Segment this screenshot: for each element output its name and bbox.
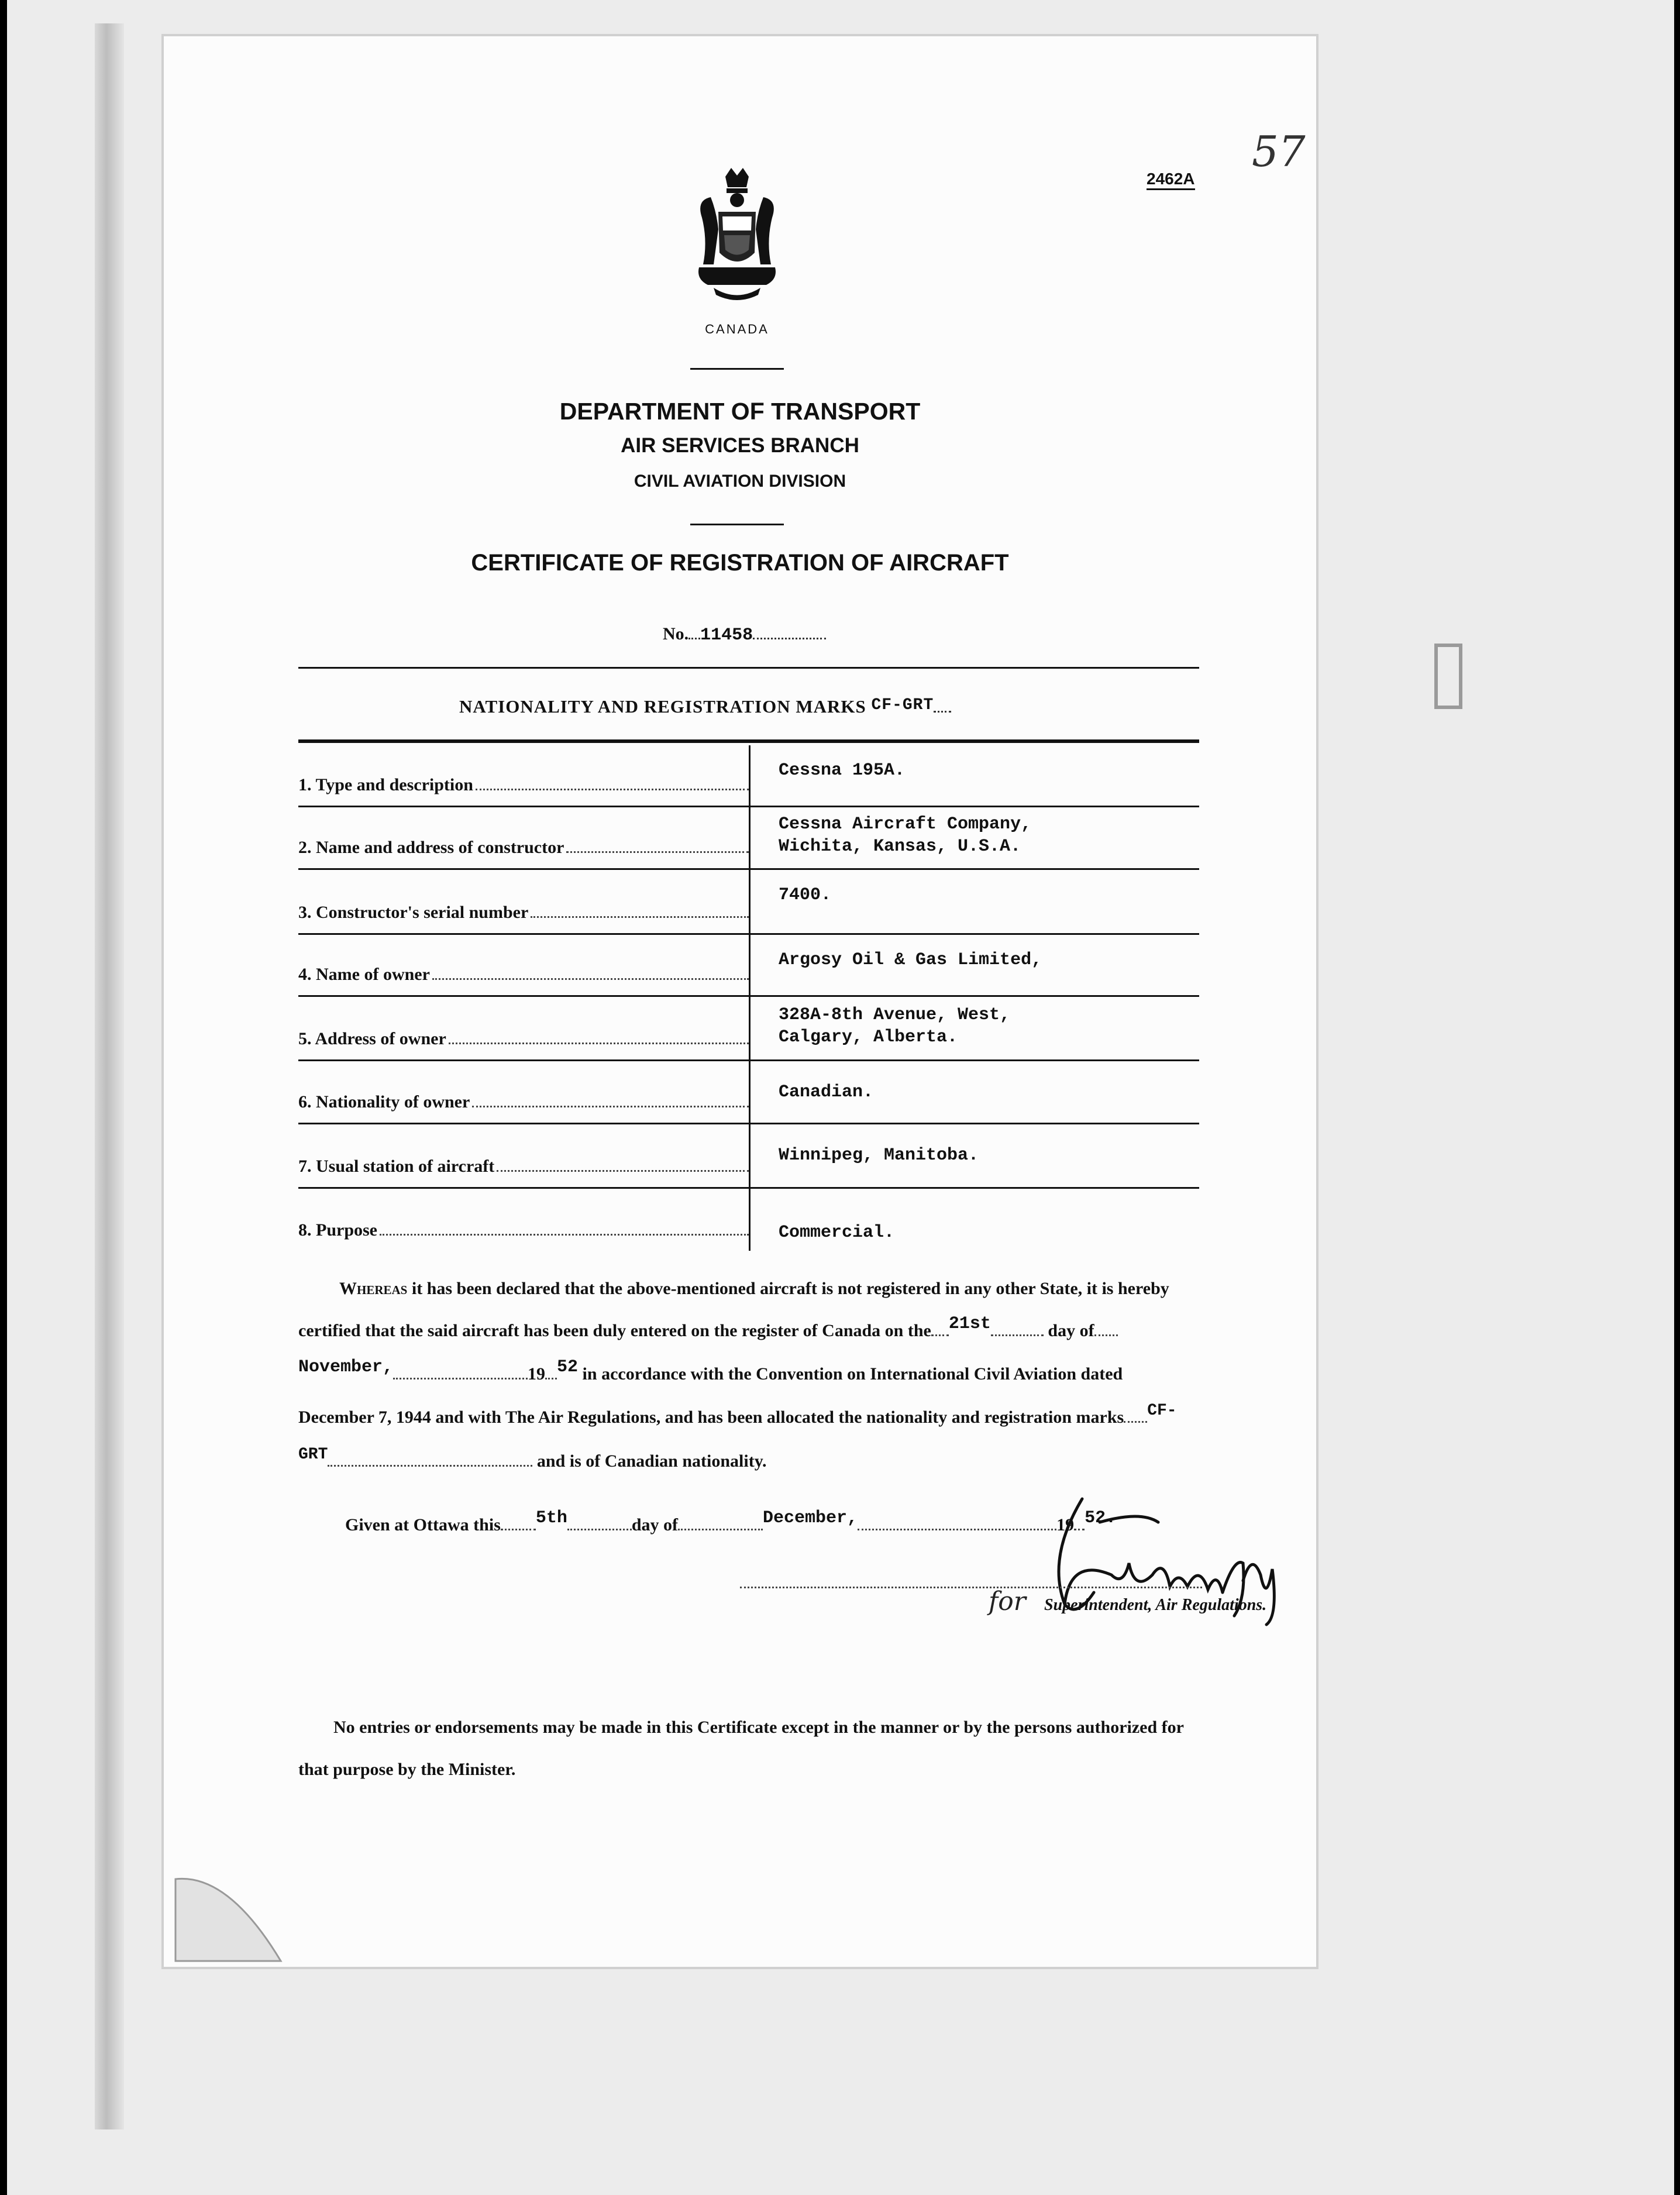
entry-day: 21st (948, 1314, 991, 1334)
divider (298, 739, 1199, 743)
certificate-number-value: 11458 (700, 625, 753, 645)
row-value: 7400. (749, 870, 1199, 933)
registration-marks-label: NATIONALITY AND REGISTRATION MARKS (459, 696, 866, 717)
row-value: Cessna Aircraft Company, Wichita, Kansas, U.S.A. (749, 807, 1199, 868)
divider (298, 667, 1199, 669)
given-text: day of (631, 1515, 679, 1535)
divider (690, 524, 784, 525)
row-value: Argosy Oil & Gas Limited, (749, 935, 1199, 995)
for-mark: for (989, 1587, 1026, 1616)
table-row (298, 1061, 1199, 1124)
handwritten-page-number: 57 (1252, 127, 1306, 176)
registration-marks-line (459, 696, 951, 718)
crop-mark (1434, 644, 1462, 709)
form-number: 2462A (1147, 170, 1195, 190)
entry-month: November, (298, 1357, 394, 1377)
table-row (298, 807, 1199, 870)
divider (690, 368, 784, 370)
table-row (298, 1189, 1199, 1251)
table-row (298, 935, 1199, 997)
certificate-number-label: No. (663, 624, 689, 644)
table-row (298, 997, 1199, 1061)
given-year: 52. (1085, 1508, 1117, 1528)
given-day: 5th (535, 1508, 567, 1528)
table-row (298, 745, 1199, 807)
certification-paragraph (298, 1268, 1199, 1484)
row-label: 7. Usual station of aircraft (298, 1157, 495, 1176)
endorsement-notice: No entries or endorsements may be made in this Certificate except in the manner or by the persons authorized for that purpose by the Minister. (298, 1718, 1184, 1779)
paragraph-text: 19 (528, 1364, 546, 1384)
row-value: Commercial. (749, 1189, 1199, 1251)
division-title: CIVIL AVIATION DIVISION (634, 472, 846, 491)
row-value: Cessna 195A. (749, 745, 1199, 806)
table-row (298, 870, 1199, 935)
page-curl (170, 1867, 287, 1967)
paragraph-text: and is of Canadian nationality. (536, 1451, 767, 1471)
row-label: 4. Name of owner (298, 965, 430, 984)
paragraph-text: day of (1048, 1321, 1094, 1340)
allocated-marks: CF-GRT (298, 1402, 1177, 1464)
certificate-title: CERTIFICATE OF REGISTRATION OF AIRCRAFT (471, 550, 1009, 576)
row-label: 8. Purpose (298, 1220, 377, 1240)
signatory-title: Superintendent, Air Regulations. (1044, 1596, 1267, 1614)
given-text: 19 (1056, 1515, 1075, 1535)
row-label: 1. Type and description (298, 775, 473, 794)
row-label: 2. Name and address of constructor (298, 838, 564, 857)
certificate-number-line (663, 624, 826, 645)
crest-label: CANADA (705, 322, 769, 336)
certificate-page (164, 36, 1316, 1967)
paragraph-text: it has been declared that the above-mentioned aircraft is not registered in any other State, it is hereby certified that the said aircraft has been duly entered on the register of Canada on the (298, 1279, 1169, 1340)
registration-marks-value: CF-GRT (871, 696, 934, 714)
row-label: 3. Constructor's serial number (298, 903, 529, 922)
row-value: Winnipeg, Manitoba. (749, 1124, 1199, 1187)
whereas-lead: Whereas (339, 1279, 408, 1298)
department-title: DEPARTMENT OF TRANSPORT (559, 398, 921, 425)
given-text: Given at Ottawa this (345, 1515, 501, 1535)
table-row (298, 1124, 1199, 1189)
signature-line (740, 1585, 1202, 1588)
entry-year: 52 (557, 1357, 579, 1377)
page-edge-shadow (95, 23, 124, 2129)
registration-details-table (298, 745, 1199, 1251)
branch-title: AIR SERVICES BRANCH (621, 434, 859, 457)
row-label: 6. Nationality of owner (298, 1092, 470, 1112)
coat-of-arms-icon (690, 165, 784, 305)
given-month: December, (763, 1508, 858, 1528)
paragraph-text: in accordance with the Convention on International Civil Aviation dated December 7, 1944 and with The Air Regulations, and has been allocated the nationality and registration marks (298, 1364, 1124, 1427)
row-value: Canadian. (749, 1061, 1199, 1123)
row-value: 328A-8th Avenue, West, Calgary, Alberta. (749, 997, 1199, 1059)
row-label: 5. Address of owner (298, 1029, 446, 1048)
